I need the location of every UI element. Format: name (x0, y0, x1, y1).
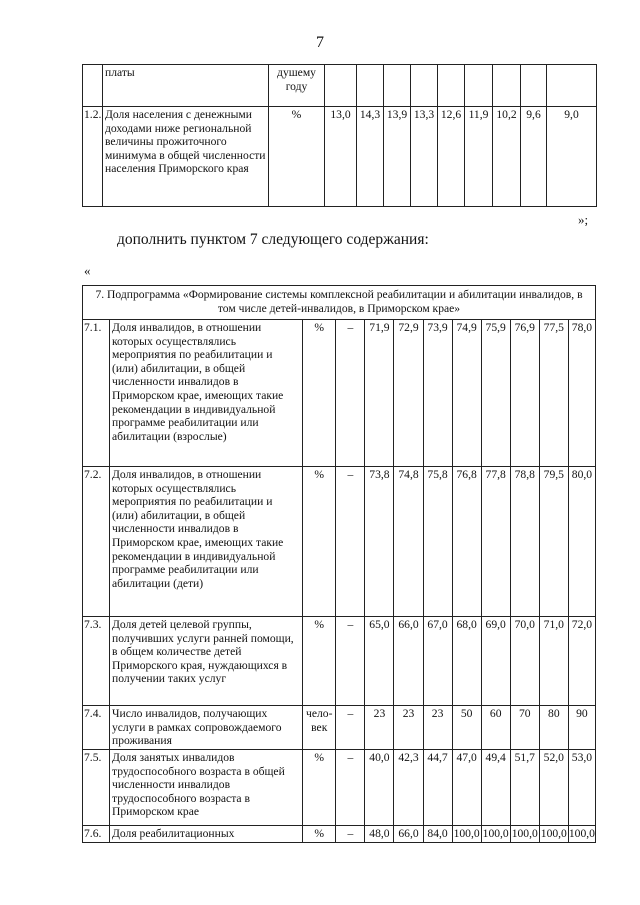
row-code: 7.4. (83, 706, 110, 750)
table-row (83, 826, 596, 843)
value-cell: 78,8 (510, 467, 539, 617)
unit-cell: душему году (269, 65, 325, 107)
value-cell: 44,7 (423, 750, 452, 826)
value-cell: 72,0 (568, 617, 595, 706)
value-cell: 9,0 (547, 107, 597, 207)
indicator-name: Доля инвалидов, в отношении которых осуществлялись мероприятия по реабилитации и (или) абилитации, в общей численности инвалидов в Приморском крае, имеющих такие рекомендации в индивидуальной программе реабилитации или абилитации (взрослые) (109, 320, 302, 467)
table-row (83, 706, 596, 750)
value-cell (493, 65, 521, 107)
value-cell: 77,5 (539, 320, 568, 467)
value-cell: 79,5 (539, 467, 568, 617)
value-cell: 23 (365, 706, 394, 750)
indicator-name: Доля реабилитационных (109, 826, 302, 843)
value-cell: 90 (568, 706, 595, 750)
value-cell: 100,0 (539, 826, 568, 843)
value-cell: 12,6 (438, 107, 465, 207)
unit-cell: чело-век (303, 706, 336, 750)
value-cell (411, 65, 438, 107)
value-cell: 42,3 (394, 750, 423, 826)
value-cell: 78,0 (568, 320, 595, 467)
value-cell: 80,0 (568, 467, 595, 617)
value-cell: 50 (452, 706, 481, 750)
value-cell: 100,0 (452, 826, 481, 843)
amendment-instruction: дополнить пунктом 7 следующего содержания: (117, 231, 429, 248)
row-code: 7.6. (83, 826, 110, 843)
closing-quote: »; (578, 212, 589, 227)
value-cell: 68,0 (452, 617, 481, 706)
value-cell: 48,0 (365, 826, 394, 843)
unit-cell: % (303, 750, 336, 826)
value-cell: 60 (481, 706, 510, 750)
row-code: 1.2. (83, 107, 103, 207)
row-code: 7.5. (83, 750, 110, 826)
value-cell: 80 (539, 706, 568, 750)
value-cell (384, 65, 411, 107)
unit-cell: % (303, 320, 336, 467)
row-code (83, 65, 103, 107)
value-cell: 53,0 (568, 750, 595, 826)
value-cell: 100,0 (510, 826, 539, 843)
value-cell: 76,8 (452, 467, 481, 617)
value-cell (357, 65, 384, 107)
value-cell: 84,0 (423, 826, 452, 843)
indicator-name: Доля населения с денежными доходами ниже региональной величины прожиточного минимума в общей численности населения Приморского края (103, 107, 269, 207)
value-cell: 23 (394, 706, 423, 750)
table-row (83, 750, 596, 826)
indicator-name: Число инвалидов, получающих услуги в рамках сопровождаемого проживания (109, 706, 302, 750)
value-cell: 66,0 (394, 826, 423, 843)
value-cell: 11,9 (465, 107, 493, 207)
base-value-cell: – (336, 320, 365, 467)
value-cell (521, 65, 547, 107)
value-cell: 71,0 (539, 617, 568, 706)
value-cell: 70 (510, 706, 539, 750)
value-cell: 51,7 (510, 750, 539, 826)
value-cell (547, 65, 597, 107)
value-cell: 65,0 (365, 617, 394, 706)
value-cell (325, 65, 357, 107)
subprogram-header: 7. Подпрограмма «Формирование системы комплексной реабилитации и абилитации инвалидов, в том числе детей-инвалидов, в Приморском крае» (83, 286, 596, 320)
indicator-name: Доля детей целевой группы, получивших услуги ранней помощи, в общем количестве детей Приморского края, нуждающихся в получении таких услуг (109, 617, 302, 706)
unit-cell: % (303, 826, 336, 843)
table-row (83, 107, 597, 207)
opening-quote: « (84, 263, 91, 278)
value-cell: 69,0 (481, 617, 510, 706)
base-value-cell: – (336, 706, 365, 750)
unit-cell: % (303, 617, 336, 706)
value-cell (465, 65, 493, 107)
value-cell: 49,4 (481, 750, 510, 826)
value-cell: 66,0 (394, 617, 423, 706)
value-cell: 23 (423, 706, 452, 750)
value-cell: 13,9 (384, 107, 411, 207)
page-number: 7 (316, 34, 324, 51)
indicator-name: Доля занятых инвалидов трудоспособного возраста в общей численности инвалидов трудоспособного возраста в Приморском крае (109, 750, 302, 826)
value-cell: 77,8 (481, 467, 510, 617)
value-cell: 74,8 (394, 467, 423, 617)
subprogram-7-table (82, 285, 596, 843)
value-cell: 13,3 (411, 107, 438, 207)
value-cell (438, 65, 465, 107)
row-code: 7.2. (83, 467, 110, 617)
value-cell: 73,9 (423, 320, 452, 467)
value-cell: 40,0 (365, 750, 394, 826)
base-value-cell: – (336, 826, 365, 843)
unit-cell: % (303, 467, 336, 617)
value-cell: 76,9 (510, 320, 539, 467)
table-row (83, 467, 596, 617)
base-value-cell: – (336, 750, 365, 826)
base-value-cell: – (336, 467, 365, 617)
value-cell: 52,0 (539, 750, 568, 826)
indicators-table-continued (82, 64, 597, 207)
value-cell: 70,0 (510, 617, 539, 706)
value-cell: 9,6 (521, 107, 547, 207)
table-row (83, 320, 596, 467)
value-cell: 74,9 (452, 320, 481, 467)
unit-cell: % (269, 107, 325, 207)
indicator-name: Доля инвалидов, в отношении которых осуществлялись мероприятия по реабилитации и (или) абилитации, в общей численности инвалидов в Приморском крае, имеющих такие рекомендации в индивидуальной программе реабилитации или абилитации (дети) (109, 467, 302, 617)
value-cell: 75,9 (481, 320, 510, 467)
row-code: 7.3. (83, 617, 110, 706)
value-cell: 10,2 (493, 107, 521, 207)
value-cell: 71,9 (365, 320, 394, 467)
value-cell: 75,8 (423, 467, 452, 617)
value-cell: 73,8 (365, 467, 394, 617)
value-cell: 100,0 (568, 826, 595, 843)
value-cell: 72,9 (394, 320, 423, 467)
row-code: 7.1. (83, 320, 110, 467)
table-row (83, 617, 596, 706)
base-value-cell: – (336, 617, 365, 706)
indicator-name: платы (103, 65, 269, 107)
table-header-row (83, 286, 596, 320)
value-cell: 47,0 (452, 750, 481, 826)
table-row (83, 65, 597, 107)
value-cell: 13,0 (325, 107, 357, 207)
value-cell: 67,0 (423, 617, 452, 706)
value-cell: 14,3 (357, 107, 384, 207)
value-cell: 100,0 (481, 826, 510, 843)
